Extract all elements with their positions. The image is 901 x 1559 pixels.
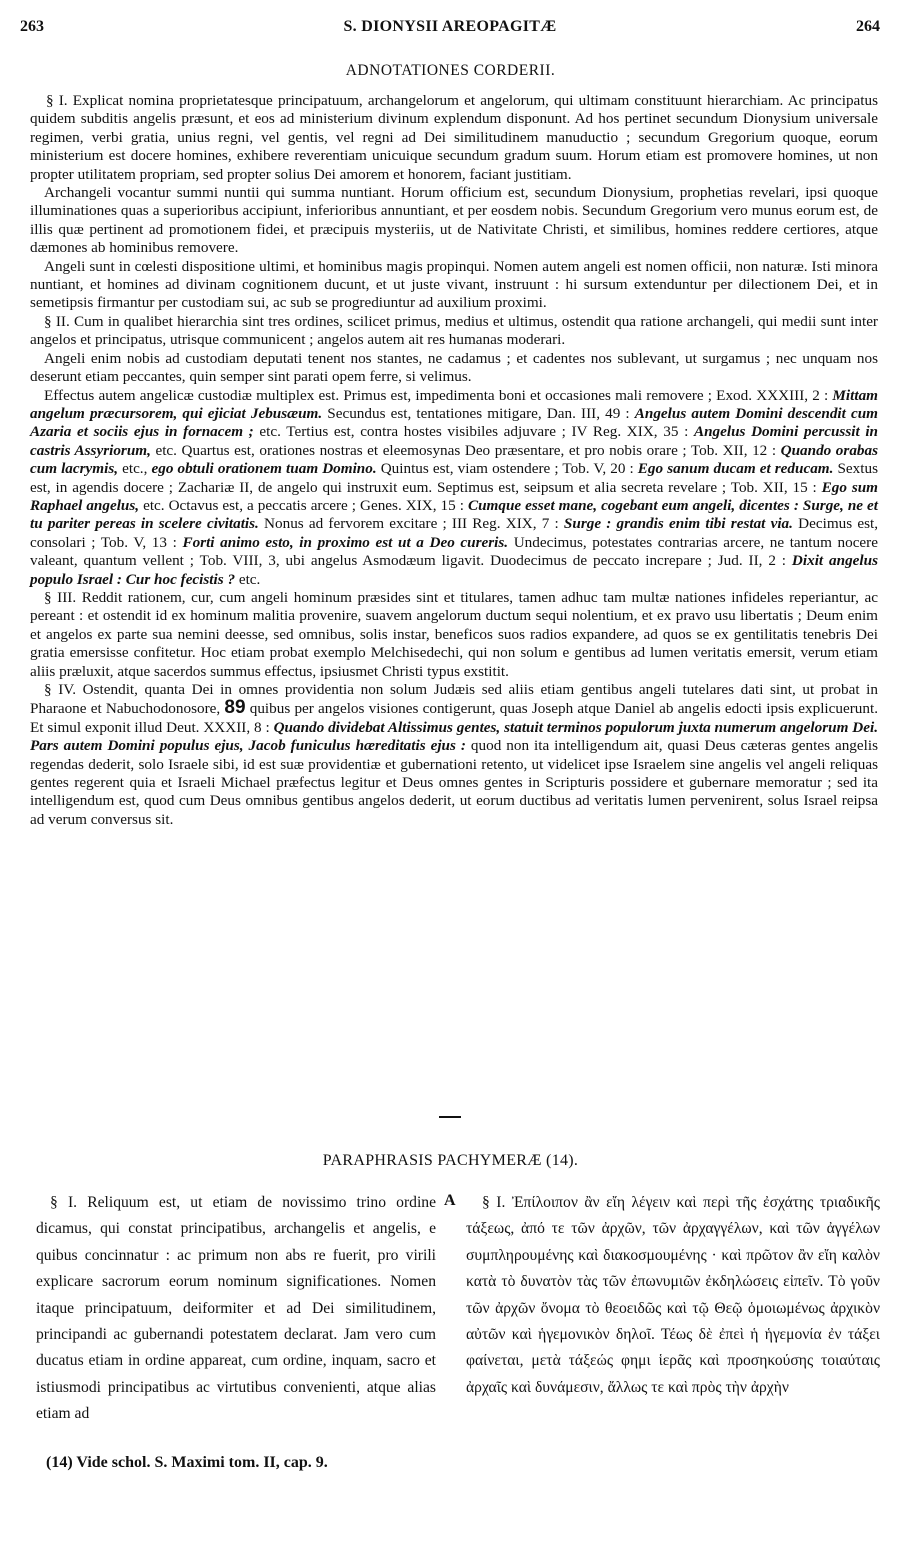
quotation: Quando dividebat Altissimus gentes, statuit terminos populorum juxta numerum angelorum Dei. Pars autem Domini populus ejus, Jacob funiculus hæreditatis ejus : <box>30 718 878 755</box>
running-title: S. DIONYSII AREOPAGITÆ <box>343 18 557 35</box>
margin-marker: A <box>444 1192 456 1209</box>
paraphrasis-title: PARAPHRASIS PACHYMERÆ (14). <box>322 1152 579 1169</box>
quotation: Dixit angelus populo Israel : Cur hoc fecistis ? <box>30 552 878 588</box>
quotation: Angelus Domini percussit in castris Assyriorum, <box>30 423 878 459</box>
section-divider <box>439 1116 461 1118</box>
quotation: Quando orabas cum lacrymis, <box>30 441 879 478</box>
quotation: ego obtuli orationem tuam Domino. <box>151 460 377 478</box>
section-1-paragraph-2: Archangeli vocantur summi nuntii qui summa nuntiant. Horum officium est, secundum Dionysium, prophetias revelari, ipsi quoque illuminationes quas a superioribus accipiunt, inferioribus annuntiant, et per eosdem nobis. Secundum Gregorium vero munus eorum est, de illis quæ pertinent ad promotionem fidei, et præcipuis mysteriis, ut de Nativitate Christi, et similibus, homines reddere certiores, atque dæmones ab hominibus removere. <box>30 184 878 257</box>
quotation: Mittam angelum præcursorem, qui ejiciat Jebusæum. <box>30 386 878 422</box>
quotation: Surge : grandis enim tibi restat via. <box>563 515 793 533</box>
section-1-paragraph-1: § I. Explicat nomina proprietatesque principatuum, archangelorum et angelorum, qui ultimam constituunt hierarchiam. Ac principatus quidem subditis angelis præsunt, et eos ad ministerium divinum explendum disponunt. Ad hos pertinet secundum Dionysium universale regimen, verbi gratia, unius regni, vel gentis, vel regni ad Dei similitudinem manuductio ; secundum Gregorium quoque, eorum ministerium est docere homines, exhibere reverentiam unicuique secundum gradum suum. Horum etiam est promovere homines, ut non propter utilitatem propriam, sed propter solius Dei amorem et honorem, faciant justitiam. <box>30 92 878 183</box>
section-2-paragraph-1: § II. Cum in qualibet hierarchia sint tres ordines, scilicet primus, medius et ultimus, ostendit qua ratione archangeli, qui medii sunt inter angelos et principatus, utrisque communicent ; angelos autem ait res humanas moderari. <box>30 312 878 349</box>
quotation: Forti animo esto, in proximo est ut a Deo cureris. <box>182 533 509 551</box>
quotation: Ego sanum ducam et reducam. <box>637 460 834 478</box>
annotations-title: ADNOTATIONES CORDERII. <box>345 62 556 79</box>
latin-text: § I. Reliquum est, ut etiam de novissimo trino ordine dicamus, qui constat principatibus, archangelis et angelis, e quibus concinnatur : ac primum non abs re fuerit, pro virili explicare sacrorum eorum nominum significationes. Nomen itaque principatuum, deiformiter et ad Dei similitudinem, principandi ac gubernandi potestatem declarat. Jam vero cum ducatus etiam in ordine appareat, cum ordine, inquam, sacro et istiusmodi principatibus ac virtutibus convenienti, atque alias etiam ad <box>36 1194 436 1423</box>
section-2-paragraph-3: Effectus autem angelicæ custodiæ multiplex est. Primus est, impedimenta boni et occasiones mali removere ; Exod. XXXIII, 2 : Mittam angelum præcursorem, qui ejiciat Jebusæum. Secundus est, tentationes mitigare, Dan. III, 49 : Angelus autem Domini descendit cum Azaria et sociis ejus in fornacem ; etc. Tertius est, contra hostes visibiles adjuvare ; IV Reg. XIX, 35 : Angelus Domini percussit in castris Assyriorum, etc. Quartus est, orationes nostras et eleemosynas Deo præsentare, et pro nobis orare ; Tob. XII, 12 : Quando orabas cum lacrymis, etc., ego obtuli orationem tuam Domino. Quintus est, viam ostendere ; Tob. V, 20 : Ego sanum ducam et reducam. Sextus est, in agendis docere ; Zachariæ II, de angelo qui instruxit eum. Septimus est, seipsum et alia secreta revelare ; Tob. XII, 15 : Ego sum Raphael angelus, etc. Octavus est, a peccatis arcere ; Genes. XIX, 15 : Cumque esset mane, cogebant eum angeli, dicentes : Surge, ne et tu pariter pereas in scelere civitatis. Nonus ad fervorem excitare ; III Reg. XIX, 7 : Surge : grandis enim tibi restat via. Decimus est, consolari ; Tob. V, 13 : Forti animo esto, in proximo est ut a Deo cureris. Undecimus, potestates contrarias arcere, ne tantum nocere valeant, quantum vellent ; Tob. VIII, 3, ubi angelus Asmodæum ligavit. Duodecimus de peccato increpare ; Jud. II, 2 : Dixit angelus populo Israel : Cur hoc fecistis ? etc. <box>30 386 879 588</box>
quotation: Angelus autem Domini descendit cum Azaria et sociis ejus in fornacem ; <box>30 404 878 441</box>
page-number-right: 264 <box>856 18 880 35</box>
section-2-paragraph-2: Angeli enim nobis ad custodiam deputati tenent nos stantes, ne cadamus ; et cadentes nos sublevant, ut surgamus ; nec unquam nos deserunt etiam peccantes, quin semper sint parati opem ferre, si velimus. <box>30 349 878 386</box>
page-number-left: 263 <box>20 18 44 35</box>
section-4-paragraph: § IV. Ostendit, quanta Dei in omnes providentia non solum Judæis sed aliis etiam gentibus angeli tutelares dati sint, ut probat in Pharaone et Nabuchodonosore, 89 quibus per angelos visiones contigerunt, quas Joseph atque Daniel ab angelis edocti ipsis explicuerunt. Et simul exponit illud Deut. XXXII, 8 : Quando dividebat Altissimus gentes, statuit terminos populorum juxta numerum angelorum Dei. Pars autem Domini populus ejus, Jacob funiculus hæreditatis ejus : quod non ita intelligendum ait, quasi Deus cæteras gentes angelis regendas dederit, solo Israele sibi, id est suæ providentiæ et gubernationi retento, ut videlicet ipse Israelem sine angelis vel angeli reliquas gentes regerent quia et Israeli Michael præfectus legitur et Deus omnes gentes in Scripturis possidere et gubernare memoratur ; sed ita intelligendum est, quod cum Deus omnibus gentibus angelos dederit, ut eorum ductibus ad veritatis lumen pervenirent, solus Israel reipsa ad verum conversus sit. <box>30 681 878 828</box>
page-header <box>20 18 880 42</box>
section-3-paragraph: § III. Reddit rationem, cur, cum angeli hominum præsides sint et titulares, tamen adhuc tam multæ nationes infideles reperiantur, ac pereant : et ostendit id ex hominum malitia provenire, suavem angelorum ductum sequi nolentium, et ex pravo usu libertatis ; Deum enim et angelos ex parte sua nemini deesse, sed omnibus, solis instar, beneficos suos radios expandere, ad quos se ex gentilitatis tenebris Dei gratia emersisse confitetur. Hoc etiam probat exemplo Melchisedechi, qui non solum e gentibus ad lumen veritatis emersit, verum etiam aliis præluxit, atque sacerdos summus effectus, ipsiusmet Christi typus exstitit. <box>30 588 878 680</box>
quotation: Cumque esset mane, cogebant eum angeli, dicentes : Surge, ne et tu pariter pereas in scelere civitatis. <box>30 496 878 533</box>
latin-column <box>36 1190 436 1428</box>
footnote: (14) Vide schol. S. Maximi tom. II, cap. 9. <box>46 1454 328 1471</box>
greek-text: § I. Ἐπίλοιπον ἂν εἴη λέγειν καὶ περὶ τῆς ἐσχάτης τριαδικῆς τάξεως, ἀπό τε τῶν ἀρχῶν, τῶν ἀρχαγγέλων, καὶ τῶν ἀγγέλων συμπληρουμένης καὶ διακοσμουμένης · καὶ πρῶτον ἂν εἴη καλὸν κατὰ τὸ δυνατὸν τὰς τῶν ἐπωνυμιῶν ἐκδηλώσεις εἰπεῖν. Τὸ γοῦν τῶν ἀρχῶν ὄνομα τὸ θεοειδῶς καὶ τῷ Θεῷ ὁμοιωμένως ἀρχικὸν αὐτῶν καὶ ἡγεμονικὸν δηλοῖ. Τέως δὲ ἐπεὶ ἡ ἡγεμονία ἐν τάξει φαίνεται, μετὰ τάξεώς φημι ἱερᾶς καὶ προσηκούσης τοιαύταις ἀρχαῖς καὶ δυνάμεσιν, ἄλλως τε καὶ πρὸς τὴν ἀρχὴν <box>466 1194 880 1396</box>
column-number: 89 <box>224 697 246 719</box>
quotation: Ego sum Raphael angelus, <box>30 478 878 514</box>
greek-column <box>466 1190 880 1401</box>
annotations-body <box>30 92 878 829</box>
section-1-paragraph-3: Angeli sunt in cœlesti dispositione ultimi, et hominibus magis propinqui. Nomen autem angeli est nomen officii, non naturæ. Isti minora nuntiant, et homines ad divinam cognitionem ducunt, et ut juste vivant, instruunt : hi sursum extenduntur per dilectionem Dei, et in semetipsis firmantur per custodiam sui, ac sub se progrediuntur ad auxilium proximi. <box>30 257 878 312</box>
